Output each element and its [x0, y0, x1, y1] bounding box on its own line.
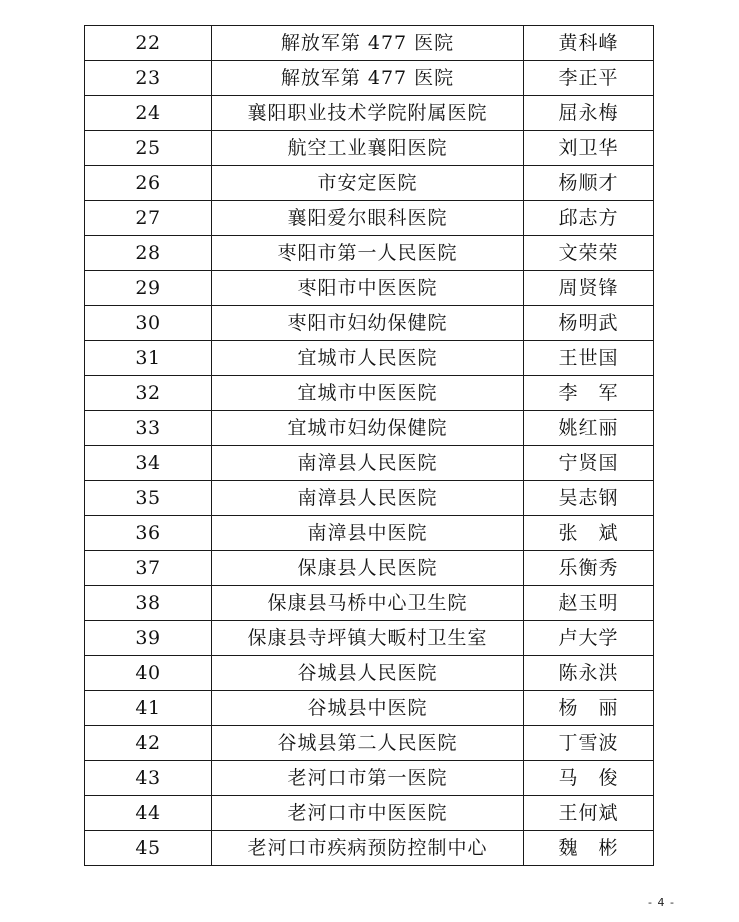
table-row — [85, 481, 654, 516]
table-row — [85, 551, 654, 586]
row-number: 36 — [85, 516, 212, 551]
table-row — [85, 516, 654, 551]
hospital-name: 南漳县人民医院 — [212, 481, 524, 516]
person-name: 卢大学 — [524, 621, 654, 656]
hospital-name: 解放军第 477 医院 — [212, 26, 524, 61]
row-number: 30 — [85, 306, 212, 341]
hospital-name: 解放军第 477 医院 — [212, 61, 524, 96]
person-name: 张 斌 — [524, 516, 654, 551]
row-number: 44 — [85, 796, 212, 831]
table-row — [85, 26, 654, 61]
person-name: 黄科峰 — [524, 26, 654, 61]
person-name: 魏 彬 — [524, 831, 654, 866]
person-name: 周贤锋 — [524, 271, 654, 306]
row-number: 38 — [85, 586, 212, 621]
hospital-name: 襄阳爱尔眼科医院 — [212, 201, 524, 236]
person-name: 马 俊 — [524, 761, 654, 796]
hospital-name: 保康县寺坪镇大畈村卫生室 — [212, 621, 524, 656]
table-row — [85, 96, 654, 131]
hospital-name: 航空工业襄阳医院 — [212, 131, 524, 166]
row-number: 33 — [85, 411, 212, 446]
hospital-name: 枣阳市第一人民医院 — [212, 236, 524, 271]
hospital-name: 宜城市中医医院 — [212, 376, 524, 411]
table-row — [85, 166, 654, 201]
table-row — [85, 341, 654, 376]
row-number: 40 — [85, 656, 212, 691]
roster-table-body — [85, 26, 654, 866]
person-name: 丁雪波 — [524, 726, 654, 761]
hospital-name: 保康县人民医院 — [212, 551, 524, 586]
table-row — [85, 131, 654, 166]
hospital-name: 谷城县中医院 — [212, 691, 524, 726]
row-number: 41 — [85, 691, 212, 726]
table-row — [85, 271, 654, 306]
table-row — [85, 796, 654, 831]
person-name: 文荣荣 — [524, 236, 654, 271]
table-row — [85, 691, 654, 726]
person-name: 王何斌 — [524, 796, 654, 831]
hospital-name: 老河口市疾病预防控制中心 — [212, 831, 524, 866]
table-row — [85, 411, 654, 446]
table-row — [85, 446, 654, 481]
hospital-name: 枣阳市中医医院 — [212, 271, 524, 306]
row-number: 28 — [85, 236, 212, 271]
hospital-name: 宜城市人民医院 — [212, 341, 524, 376]
person-name: 赵玉明 — [524, 586, 654, 621]
person-name: 杨 丽 — [524, 691, 654, 726]
row-number: 45 — [85, 831, 212, 866]
table-row — [85, 621, 654, 656]
person-name: 李 军 — [524, 376, 654, 411]
hospital-name: 谷城县第二人民医院 — [212, 726, 524, 761]
person-name: 刘卫华 — [524, 131, 654, 166]
hospital-name: 南漳县人民医院 — [212, 446, 524, 481]
hospital-name: 宜城市妇幼保健院 — [212, 411, 524, 446]
table-row — [85, 586, 654, 621]
person-name: 李正平 — [524, 61, 654, 96]
table-row — [85, 306, 654, 341]
person-name: 吴志钢 — [524, 481, 654, 516]
person-name: 杨明武 — [524, 306, 654, 341]
table-row — [85, 61, 654, 96]
row-number: 31 — [85, 341, 212, 376]
hospital-name: 老河口市第一医院 — [212, 761, 524, 796]
row-number: 35 — [85, 481, 212, 516]
hospital-name: 南漳县中医院 — [212, 516, 524, 551]
table-row — [85, 376, 654, 411]
hospital-name: 保康县马桥中心卫生院 — [212, 586, 524, 621]
table-row — [85, 656, 654, 691]
hospital-name: 谷城县人民医院 — [212, 656, 524, 691]
table-row — [85, 761, 654, 796]
person-name: 屈永梅 — [524, 96, 654, 131]
row-number: 39 — [85, 621, 212, 656]
row-number: 34 — [85, 446, 212, 481]
row-number: 25 — [85, 131, 212, 166]
row-number: 32 — [85, 376, 212, 411]
row-number: 22 — [85, 26, 212, 61]
row-number: 42 — [85, 726, 212, 761]
row-number: 29 — [85, 271, 212, 306]
table-row — [85, 236, 654, 271]
person-name: 姚红丽 — [524, 411, 654, 446]
hospital-name: 老河口市中医医院 — [212, 796, 524, 831]
person-name: 陈永洪 — [524, 656, 654, 691]
person-name: 宁贤国 — [524, 446, 654, 481]
person-name: 乐衡秀 — [524, 551, 654, 586]
person-name: 王世国 — [524, 341, 654, 376]
page-number: - 4 - — [648, 896, 675, 909]
row-number: 24 — [85, 96, 212, 131]
table-row — [85, 831, 654, 866]
table-row — [85, 726, 654, 761]
hospital-name: 市安定医院 — [212, 166, 524, 201]
table-row — [85, 201, 654, 236]
row-number: 43 — [85, 761, 212, 796]
row-number: 37 — [85, 551, 212, 586]
hospital-name: 襄阳职业技术学院附属医院 — [212, 96, 524, 131]
row-number: 27 — [85, 201, 212, 236]
row-number: 26 — [85, 166, 212, 201]
hospital-roster-table — [84, 25, 654, 866]
hospital-name: 枣阳市妇幼保健院 — [212, 306, 524, 341]
person-name: 杨顺才 — [524, 166, 654, 201]
person-name: 邱志方 — [524, 201, 654, 236]
row-number: 23 — [85, 61, 212, 96]
